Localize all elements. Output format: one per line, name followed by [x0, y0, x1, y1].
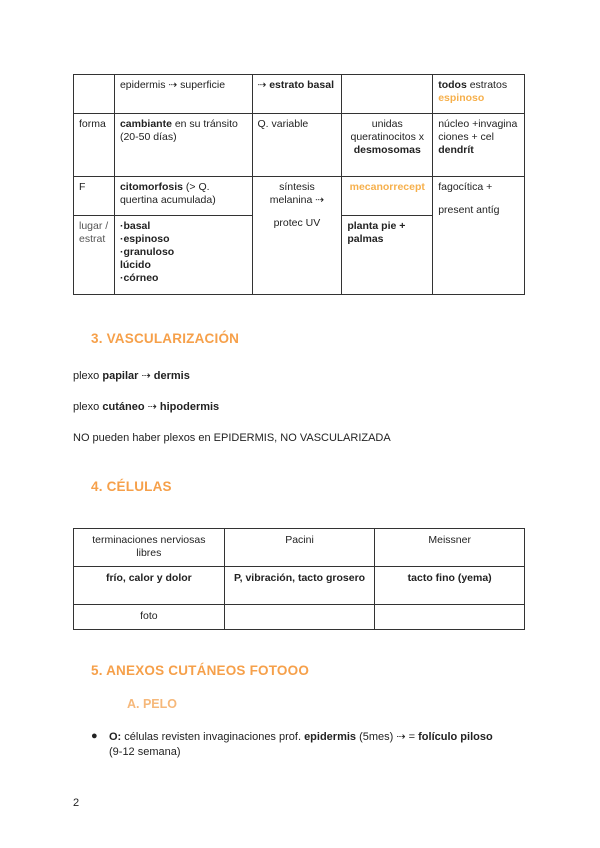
- table-row: [74, 114, 525, 177]
- list-item: ·basal: [119, 220, 151, 232]
- arrow-text: ⇢: [144, 401, 160, 413]
- page-number: 2: [73, 797, 80, 809]
- table-cell: [342, 177, 433, 216]
- bold-text: cutáneo: [102, 401, 145, 413]
- bold-text: dendrít: [438, 144, 474, 156]
- arrow-text: ⇢: [257, 79, 270, 91]
- bold-text: folículo piloso: [418, 731, 493, 743]
- table-row: [74, 177, 525, 216]
- bold-text: desmosomas: [353, 144, 421, 156]
- paragraph: NO pueden haber plexos en EPIDERMIS, NO VASCULARIZADA: [73, 432, 391, 444]
- cell-text: unidas queratinocitos x: [350, 118, 425, 143]
- table-cell: [433, 75, 525, 114]
- section-heading-vascularizacion: 3. VASCULARIZACIÓN: [91, 331, 240, 346]
- table-cell: frío, calor y dolor: [74, 567, 225, 605]
- cell-text: síntesis melanina ⇢: [269, 181, 325, 206]
- cell-text: protec UV: [273, 217, 321, 229]
- table-cell: [433, 177, 525, 295]
- cell-text: (> Q. quertina acumulada): [119, 181, 216, 206]
- table-cell: [224, 605, 375, 630]
- bold-text: planta pie + palmas: [347, 220, 406, 245]
- table-cell: foto: [74, 605, 225, 630]
- highlight-text: espinoso: [438, 92, 485, 104]
- cell-text: present antíg: [438, 204, 500, 216]
- bold-text: hipodermis: [159, 401, 220, 413]
- bold-text: estrato basal: [269, 79, 334, 91]
- bold-text: cambiante: [119, 118, 172, 130]
- bold-text: papilar: [102, 370, 139, 382]
- bold-text: epidermis: [304, 731, 357, 743]
- table-cell: F: [74, 177, 115, 216]
- cell-text: fagocítica +: [438, 181, 493, 193]
- table-cell: [342, 216, 433, 295]
- paragraph: [73, 400, 219, 413]
- table-cell: [114, 114, 252, 177]
- bold-text: citomorfosis: [119, 181, 183, 193]
- table-cell: Meissner: [375, 529, 525, 567]
- text: células revisten invaginaciones prof.: [121, 731, 305, 743]
- table-cell: [342, 114, 433, 177]
- epidermis-cells-table: [73, 74, 525, 295]
- cell-text: núcleo +invaginaciones + cel: [438, 118, 518, 143]
- list-item: ·granuloso: [119, 246, 175, 258]
- bold-text: O:: [109, 731, 122, 743]
- bold-text: todos: [438, 79, 467, 91]
- table-row: [74, 75, 525, 114]
- arrow-text: ⇢: [138, 370, 154, 382]
- highlight-text: mecanorrecept: [349, 181, 425, 193]
- paragraph: [73, 369, 190, 382]
- bold-text: dermis: [153, 370, 190, 382]
- text: plexo: [73, 370, 103, 382]
- table-row: [74, 605, 525, 630]
- text: (5mes) ⇢ =: [356, 731, 419, 743]
- table-cell: [114, 177, 252, 216]
- list-item: ·espinoso: [119, 233, 170, 245]
- table-cell: [342, 75, 433, 114]
- table-cell: Pacini: [224, 529, 375, 567]
- table-cell: forma: [74, 114, 115, 177]
- table-row: [74, 529, 525, 567]
- cell-text: en su tránsito (20-50 días): [119, 118, 238, 143]
- receptors-table: [73, 528, 525, 630]
- cell-text: estratos: [466, 79, 508, 91]
- table-cell: [252, 75, 342, 114]
- table-cell: [74, 75, 115, 114]
- table-cell: Q. variable: [252, 114, 342, 177]
- table-cell: lugar / estrat: [74, 216, 115, 295]
- section-heading-anexos: 5. ANEXOS CUTÁNEOS FOTOOO: [91, 663, 310, 678]
- text: (9-12 semana): [109, 746, 181, 758]
- table-row: [74, 567, 525, 605]
- table-cell: terminaciones nerviosas libres: [74, 529, 225, 567]
- table-cell: [433, 114, 525, 177]
- list-item: lúcido: [119, 259, 151, 271]
- list-item: ·córneo: [119, 272, 159, 284]
- table-cell: tacto fino (yema): [375, 567, 525, 605]
- table-cell: P, vibración, tacto grosero: [224, 567, 375, 605]
- bullet-icon: ●: [91, 730, 98, 742]
- table-cell: [252, 177, 342, 295]
- table-cell: [375, 605, 525, 630]
- table-cell: epidermis ⇢ superficie: [114, 75, 252, 114]
- list-item: [91, 730, 531, 760]
- section-heading-celulas: 4. CÉLULAS: [91, 479, 172, 494]
- subsection-heading-pelo: A. PELO: [127, 697, 178, 711]
- text: plexo: [73, 401, 103, 413]
- table-cell: [114, 216, 252, 295]
